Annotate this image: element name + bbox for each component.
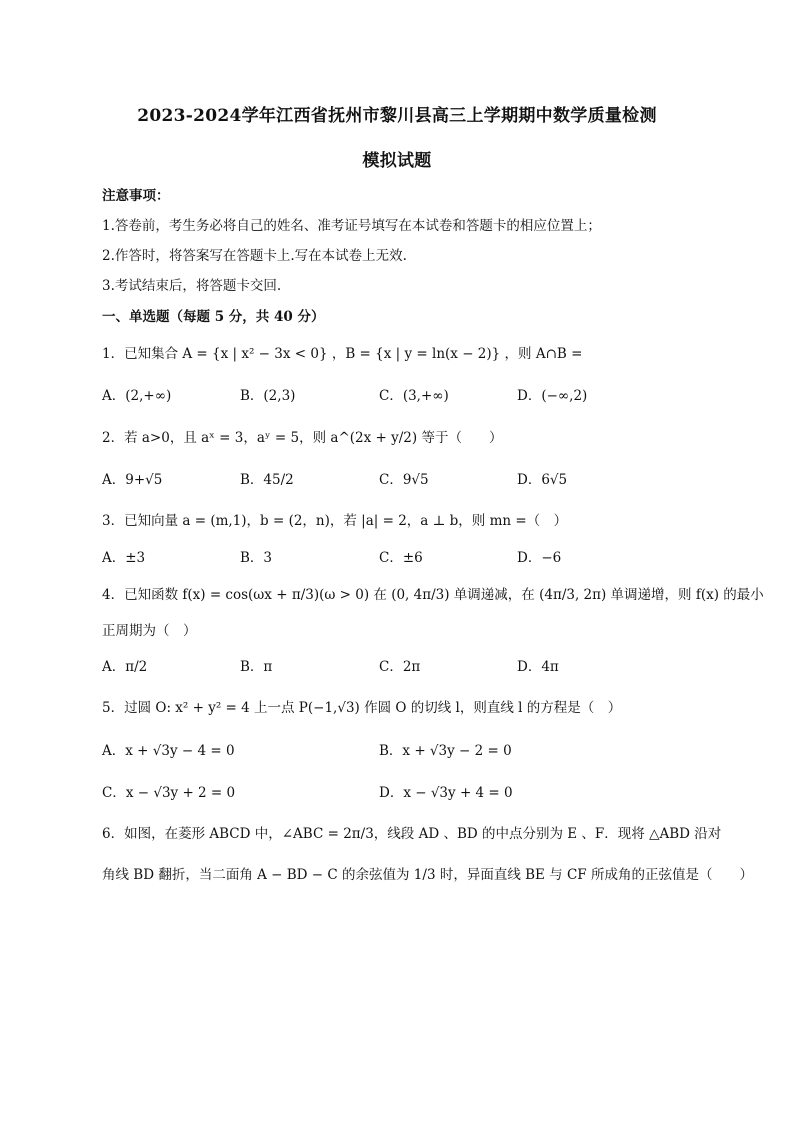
notice-heading: 注意事项： bbox=[102, 188, 170, 204]
question-3-stem: 3．已知向量 a = (m,1)，b = (2，n)，若 |a| = 2，a ⊥ b，则 mn =（ ） bbox=[102, 513, 568, 529]
question-1-option-d: D．(−∞,2) bbox=[517, 388, 588, 404]
question-6-stem: 6．如图，在菱形 ABCD 中，∠ABC = 2π/3，线段 AD 、BD 的中点分别为 E 、F．现将 △ABD 沿对 bbox=[102, 826, 722, 842]
question-2-option-c: C．9√5 bbox=[379, 472, 429, 488]
question-4-stem-continued: 正周期为（ ） bbox=[102, 623, 197, 639]
question-1-option-b: B．(2,3) bbox=[240, 388, 296, 404]
question-2-option-b: B．45/2 bbox=[240, 472, 294, 488]
question-6-stem-continued: 角线 BD 翻折，当二面角 A − BD − C 的余弦值为 1/3 时，异面直线 BE 与 CF 所成角的正弦值是（ ） bbox=[102, 867, 753, 883]
question-1-option-a: A．(2,+∞) bbox=[102, 388, 172, 404]
notice-item-1: 1.答卷前，考生务必将自己的姓名、准考证号填写在本试卷和答题卡的相应位置上； bbox=[102, 218, 601, 234]
notice-item-2: 2.作答时，将答案写在答题卡上.写在本试卷上无效. bbox=[102, 248, 407, 264]
question-3-option-b: B．3 bbox=[240, 550, 273, 566]
question-4-option-b: B．π bbox=[240, 659, 273, 675]
question-1-option-c: C．(3,+∞) bbox=[379, 388, 449, 404]
notice-item-3: 3.考试结束后，将答题卡交回. bbox=[102, 278, 282, 294]
question-4-option-c: C．2π bbox=[379, 659, 421, 675]
question-4-option-a: A．π/2 bbox=[102, 659, 148, 675]
page-title: 2023-2024学年江西省抚州市黎川县高三上学期期中数学质量检测 bbox=[137, 106, 657, 126]
question-3-option-d: D．−6 bbox=[517, 550, 562, 566]
question-2-option-d: D．6√5 bbox=[517, 472, 568, 488]
question-5-option-c: C．x − √3y + 2 = 0 bbox=[102, 785, 236, 801]
question-5-stem: 5．过圆 O: x² + y² = 4 上一点 P(−1,√3) 作圆 O 的切线 l，则直线 l 的方程是（ ） bbox=[102, 700, 622, 716]
question-2-stem: 2．若 a>0，且 aˣ = 3，aʸ = 5，则 a^(2x + y/2) 等于（ ） bbox=[102, 430, 503, 446]
question-3-option-c: C．±6 bbox=[379, 550, 423, 566]
question-5-option-b: B．x + √3y − 2 = 0 bbox=[379, 743, 512, 759]
question-5-option-a: A．x + √3y − 4 = 0 bbox=[102, 743, 235, 759]
question-1-stem: 1．已知集合 A = {x | x² − 3x < 0} ，B = {x | y = ln(x − 2)} ，则 A∩B = bbox=[102, 346, 583, 362]
section-heading: 一、单选题（每题 5 分，共 40 分） bbox=[102, 309, 325, 325]
question-4-stem: 4．已知函数 f(x) = cos(ωx + π/3)(ω > 0) 在 (0, 4π/3) 单调递减，在 (4π/3, 2π) 单调递增，则 f(x) 的最小 bbox=[102, 587, 764, 603]
question-2-option-a: A．9+√5 bbox=[102, 472, 163, 488]
question-5-option-d: D．x − √3y + 4 = 0 bbox=[379, 785, 513, 801]
question-3-option-a: A．±3 bbox=[102, 550, 146, 566]
page-subtitle: 模拟试题 bbox=[362, 151, 432, 171]
question-4-option-d: D．4π bbox=[517, 659, 559, 675]
